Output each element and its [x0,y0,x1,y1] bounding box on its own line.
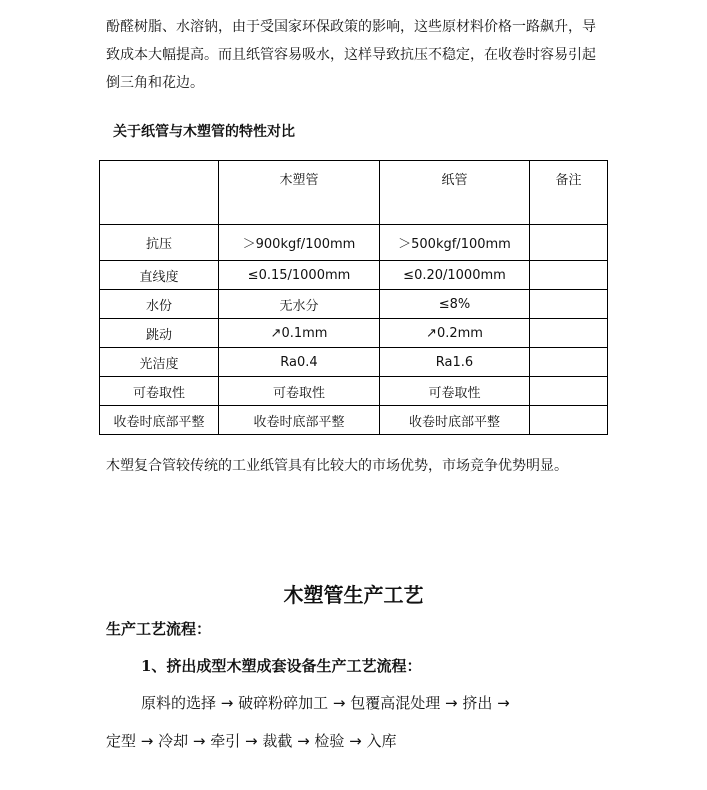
table-cell: ↗0.1mm [219,319,380,348]
table-cell: ≤8% [380,290,530,319]
table-row [100,319,608,348]
table-cell: Ra0.4 [219,348,380,377]
table-cell: 无水分 [219,290,380,319]
table-cell [530,319,608,348]
section-title: 木塑管生产工艺 [283,583,424,607]
table-cell: ≤0.15/1000mm [219,261,380,290]
process-heading: 生产工艺流程： [106,620,212,638]
table-cell: 跳动 [100,319,219,348]
process-flow-line: 原料的选择 → 破碎粉碎加工 → 包覆高混处理 → 挤出 → [141,694,510,712]
comparison-table [99,160,608,435]
table-cell: ↗0.2mm [380,319,530,348]
header-cell [100,161,219,225]
table-cell: 收卷时底部平整 [380,406,530,435]
table-cell: ＞900kgf/100mm [219,225,380,261]
table-cell [530,225,608,261]
process-flow-line: 定型 → 冷却 → 牵引 → 裁截 → 检验 → 入库 [106,732,397,750]
table-caption: 关于纸管与木塑管的特性对比 [113,124,295,140]
intro-paragraph [106,13,606,97]
intro-line: 倒三角和花边。 [106,75,204,91]
table-cell [530,406,608,435]
table-row [100,261,608,290]
intro-line: 致成本大幅提高。而且纸管容易吸水，这样导致抗压不稳定，在收卷时容易引起 [106,47,596,63]
table-cell: 可卷取性 [219,377,380,406]
table-cell: 光洁度 [100,348,219,377]
table-cell: 直线度 [100,261,219,290]
table-cell: ＞500kgf/100mm [380,225,530,261]
header-cell: 纸管 [380,161,530,225]
intro-line: 酚醛树脂、水溶钠，由于受国家环保政策的影响，这些原材料价格一路飙升，导 [106,19,596,35]
table-cell [530,377,608,406]
table-header-row [100,161,608,225]
table-cell [530,261,608,290]
table-cell: 抗压 [100,225,219,261]
summary-paragraph: 木塑复合管较传统的工业纸管具有比较大的市场优势，市场竞争优势明显。 [106,458,568,474]
table-row [100,377,608,406]
header-cell: 木塑管 [219,161,380,225]
table-cell: 收卷时底部平整 [100,406,219,435]
table-row [100,406,608,435]
table-row [100,348,608,377]
table-cell [530,348,608,377]
header-cell: 备注 [530,161,608,225]
table-cell: 收卷时底部平整 [219,406,380,435]
step-heading: 1、挤出成型木塑成套设备生产工艺流程： [141,657,422,675]
table-cell: 可卷取性 [380,377,530,406]
table-cell: 可卷取性 [100,377,219,406]
table-cell [530,290,608,319]
table-cell: 水份 [100,290,219,319]
table-cell: ≤0.20/1000mm [380,261,530,290]
table-cell: Ra1.6 [380,348,530,377]
table-row [100,225,608,261]
table-row [100,290,608,319]
